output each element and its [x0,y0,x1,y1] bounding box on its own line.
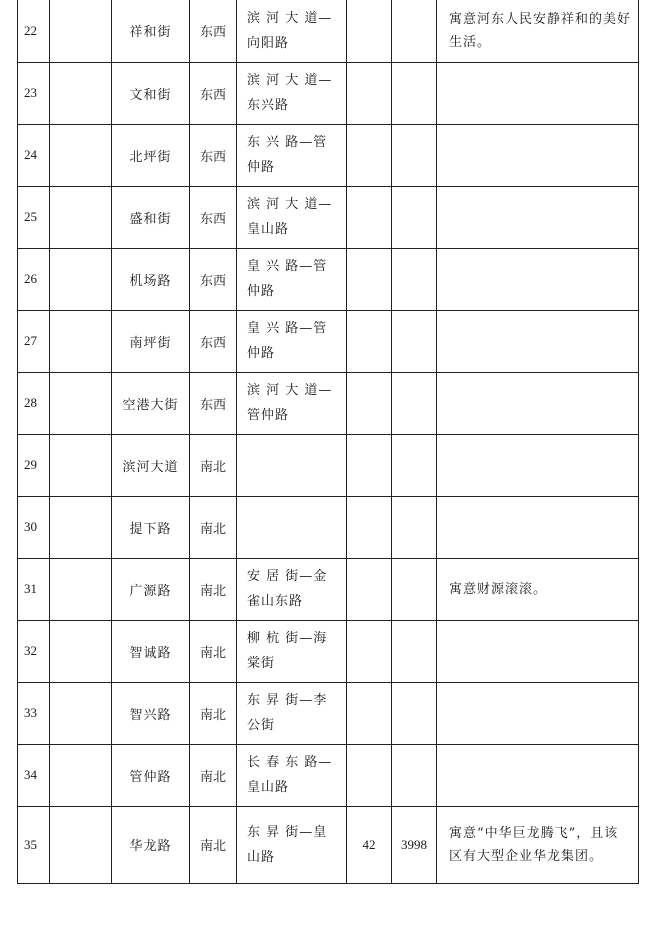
street-name: 智兴路 [112,682,190,744]
table-row [18,620,639,682]
row-number: 28 [18,372,50,434]
blank-cell [50,62,112,124]
row-number: 31 [18,558,50,620]
street-name: 管仲路 [112,744,190,806]
street-direction: 东西 [190,62,237,124]
street-direction: 南北 [190,620,237,682]
naming-meaning [437,434,639,496]
street-name: 南坪街 [112,310,190,372]
row-number: 32 [18,620,50,682]
street-length [347,682,392,744]
blank-cell [50,0,112,62]
naming-meaning [437,620,639,682]
row-number: 29 [18,434,50,496]
street-naming-table [17,0,639,884]
blank-cell [50,620,112,682]
street-range: 柳 杭 街—海棠街 [237,620,347,682]
blank-cell [50,434,112,496]
street-name: 盛和街 [112,186,190,248]
row-number: 26 [18,248,50,310]
street-range: 滨 河 大 道—向阳路 [237,0,347,62]
blank-cell [50,682,112,744]
street-name: 北坪街 [112,124,190,186]
street-direction: 南北 [190,434,237,496]
naming-meaning: 寓意“中华巨龙腾飞”，且该区有大型企业华龙集团。 [437,806,639,883]
table-row [18,558,639,620]
blank-cell [50,558,112,620]
row-number: 22 [18,0,50,62]
street-length [347,0,392,62]
street-range: 东 昇 街—李公街 [237,682,347,744]
blank-cell [50,744,112,806]
blank-cell [50,124,112,186]
naming-meaning [437,496,639,558]
street-range: 滨 河 大 道—皇山路 [237,186,347,248]
street-range: 东 兴 路—管仲路 [237,124,347,186]
street-name: 祥和街 [112,0,190,62]
street-length [347,248,392,310]
street-range: 滨 河 大 道—管仲路 [237,372,347,434]
naming-meaning [437,186,639,248]
street-range: 滨 河 大 道—东兴路 [237,62,347,124]
street-direction: 东西 [190,186,237,248]
row-number: 35 [18,806,50,883]
street-area [392,682,437,744]
street-area [392,744,437,806]
row-number: 33 [18,682,50,744]
table-row [18,186,639,248]
street-direction: 南北 [190,682,237,744]
street-length [347,620,392,682]
street-range: 皇 兴 路—管仲路 [237,310,347,372]
street-area [392,434,437,496]
street-area: 3998 [392,806,437,883]
table-row [18,310,639,372]
naming-meaning: 寓意河东人民安静祥和的美好生活。 [437,0,639,62]
table-row [18,372,639,434]
naming-meaning [437,372,639,434]
row-number: 30 [18,496,50,558]
street-range [237,434,347,496]
table-row [18,248,639,310]
street-direction: 东西 [190,124,237,186]
row-number: 23 [18,62,50,124]
street-direction: 南北 [190,496,237,558]
street-name: 提下路 [112,496,190,558]
street-range: 东 昇 街—皇山路 [237,806,347,883]
table-row [18,806,639,883]
table-row [18,496,639,558]
street-length [347,372,392,434]
naming-meaning [437,124,639,186]
table-row [18,124,639,186]
street-length [347,62,392,124]
street-direction: 南北 [190,558,237,620]
street-name: 滨河大道 [112,434,190,496]
street-name: 华龙路 [112,806,190,883]
street-area [392,620,437,682]
row-number: 24 [18,124,50,186]
street-length: 42 [347,806,392,883]
street-length [347,310,392,372]
street-name: 文和街 [112,62,190,124]
street-area [392,372,437,434]
street-length [347,744,392,806]
street-direction: 东西 [190,0,237,62]
street-name: 空港大街 [112,372,190,434]
row-number: 27 [18,310,50,372]
street-name: 机场路 [112,248,190,310]
street-direction: 东西 [190,248,237,310]
blank-cell [50,248,112,310]
blank-cell [50,496,112,558]
street-direction: 东西 [190,372,237,434]
naming-meaning [437,744,639,806]
table-row [18,434,639,496]
street-range [237,496,347,558]
naming-meaning [437,682,639,744]
table-body [18,0,639,883]
street-length [347,186,392,248]
street-length [347,124,392,186]
street-name: 智诚路 [112,620,190,682]
street-length [347,558,392,620]
table-row [18,62,639,124]
table-row [18,682,639,744]
street-length [347,496,392,558]
naming-meaning [437,62,639,124]
street-direction: 东西 [190,310,237,372]
street-area [392,0,437,62]
blank-cell [50,372,112,434]
street-area [392,310,437,372]
street-range: 长 春 东 路—皇山路 [237,744,347,806]
table-row [18,744,639,806]
blank-cell [50,806,112,883]
naming-meaning [437,248,639,310]
street-range: 皇 兴 路—管仲路 [237,248,347,310]
blank-cell [50,310,112,372]
street-range: 安 居 街—金雀山东路 [237,558,347,620]
street-area [392,124,437,186]
row-number: 34 [18,744,50,806]
street-name: 广源路 [112,558,190,620]
row-number: 25 [18,186,50,248]
street-area [392,62,437,124]
street-length [347,434,392,496]
street-area [392,558,437,620]
street-area [392,186,437,248]
street-area [392,248,437,310]
naming-meaning [437,310,639,372]
street-direction: 南北 [190,744,237,806]
table-row [18,0,639,62]
blank-cell [50,186,112,248]
naming-meaning: 寓意财源滚滚。 [437,558,639,620]
street-direction: 南北 [190,806,237,883]
street-area [392,496,437,558]
